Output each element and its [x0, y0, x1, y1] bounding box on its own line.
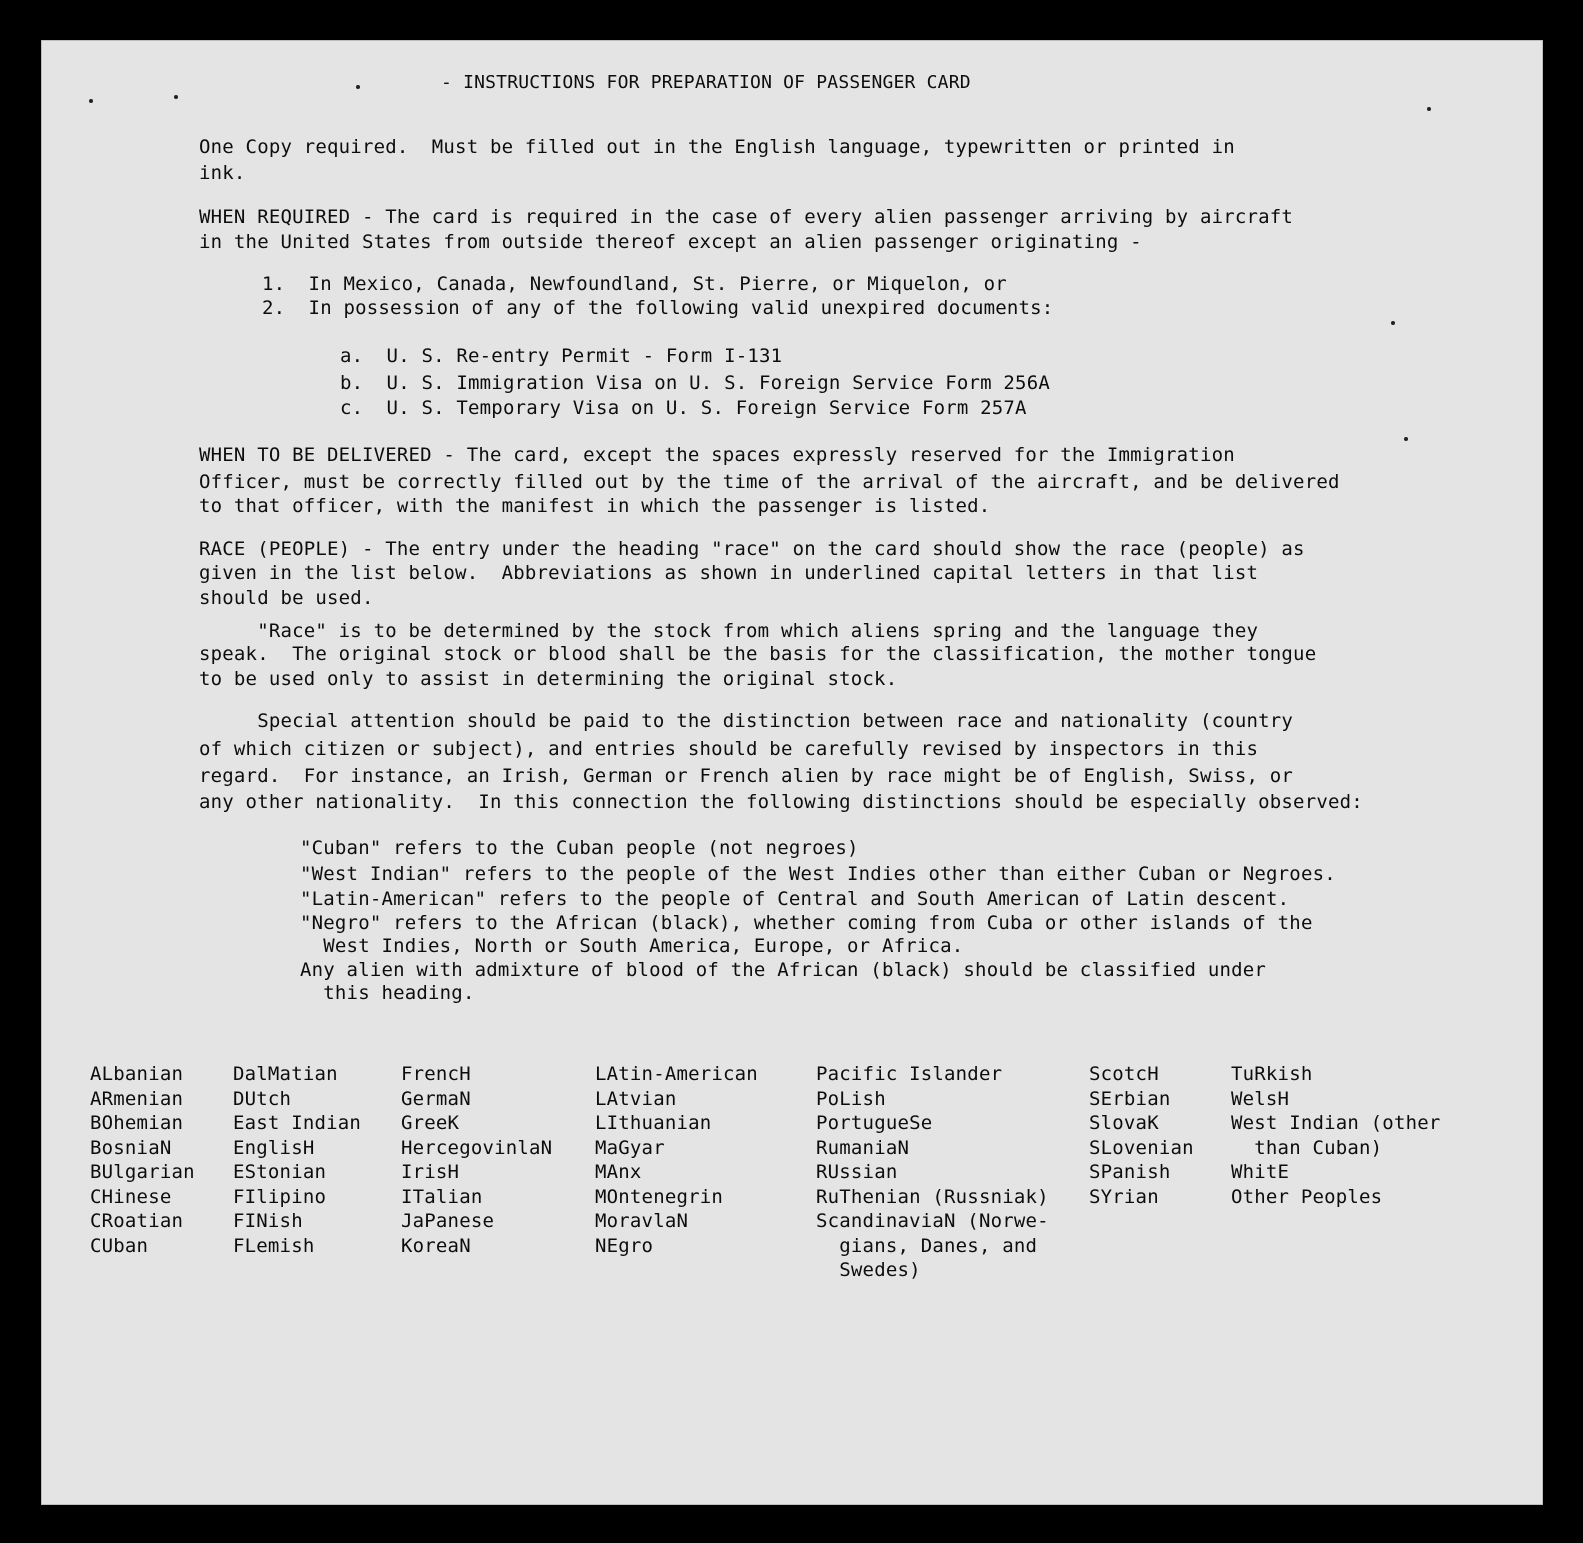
race-entry: BosniaN	[90, 1137, 172, 1159]
special-attention-line: Special attention should be paid to the distinction between race and nationality (country	[199, 710, 1294, 732]
race-entry: LIthuanian	[595, 1112, 712, 1134]
race-entry: Pacific Islander	[816, 1063, 1003, 1085]
race-entry: DUtch	[233, 1088, 292, 1110]
list-subitem: a. U. S. Re-entry Permit - Form I-131	[340, 345, 783, 367]
race-entry: MaGyar	[595, 1137, 665, 1159]
race-entry: GreeK	[401, 1112, 460, 1134]
when-delivered-line: WHEN TO BE DELIVERED - The card, except the spaces expressly reserved for the Immigration	[199, 444, 1235, 466]
document-page	[41, 40, 1543, 1505]
race-entry: EnglisH	[233, 1137, 315, 1159]
list-item: 2. In possession of any of the following valid unexpired documents:	[262, 297, 1054, 319]
race-entry: West Indian (other	[1231, 1112, 1441, 1134]
race-entry: JaPanese	[401, 1210, 495, 1232]
race-entry: SlovaK	[1089, 1112, 1159, 1134]
race-entry: FIlipino	[233, 1186, 327, 1208]
race-entry: MoravlaN	[595, 1210, 689, 1232]
distinction-line: "West Indian" refers to the people of the West Indies other than either Cuban or Negroes.	[300, 863, 1336, 885]
race-determined-line: to be used only to assist in determining the original stock.	[199, 668, 898, 690]
distinction-line: West Indies, North or South America, Europe, or Africa.	[300, 935, 964, 957]
race-entry: PoLish	[816, 1088, 886, 1110]
distinction-line: "Cuban" refers to the Cuban people (not negroes)	[300, 837, 859, 859]
race-entry: MAnx	[595, 1161, 642, 1183]
list-subitem: b. U. S. Immigration Visa on U. S. Foreign Service Form 256A	[340, 372, 1050, 394]
race-entry: LAtvian	[595, 1088, 677, 1110]
race-line: given in the list below. Abbreviations as shown in underlined capital letters in that list	[199, 562, 1259, 584]
special-attention-line: of which citizen or subject), and entries should be carefully revised by inspectors in this	[199, 738, 1259, 760]
race-entry: RUssian	[816, 1161, 898, 1183]
speck	[89, 99, 93, 103]
race-determined-line: speak. The original stock or blood shall be the basis for the classification, the mother tongue	[199, 643, 1317, 665]
race-entry: IrisH	[401, 1161, 460, 1183]
race-entry: LAtin-American	[595, 1063, 758, 1085]
race-entry: ScandinaviaN (Norwe-	[816, 1210, 1049, 1232]
document-title: - INSTRUCTIONS FOR PREPARATION OF PASSENGER CARD	[441, 72, 971, 93]
race-entry: RumaniaN	[816, 1137, 910, 1159]
when-required-line: WHEN REQUIRED - The card is required in the case of every alien passenger arriving by aircraft	[199, 206, 1294, 228]
speck	[356, 85, 360, 89]
distinction-line: "Negro" refers to the African (black), whether coming from Cuba or other islands of the	[300, 912, 1313, 934]
race-entry: BOhemian	[90, 1112, 184, 1134]
race-entry: FINish	[233, 1210, 303, 1232]
speck	[1427, 107, 1431, 111]
special-attention-line: regard. For instance, an Irish, German or French alien by race might be of English, Swiss, or	[199, 765, 1294, 787]
race-entry: SPanish	[1089, 1161, 1171, 1183]
distinction-line: "Latin-American" refers to the people of Central and South American of Latin descent.	[300, 888, 1290, 910]
race-entry: WelsH	[1231, 1088, 1290, 1110]
race-entry: TuRkish	[1231, 1063, 1313, 1085]
race-entry: ITalian	[401, 1186, 483, 1208]
list-item: 1. In Mexico, Canada, Newfoundland, St. Pierre, or Miquelon, or	[262, 273, 1007, 295]
race-entry: NEgro	[595, 1235, 654, 1257]
race-line: should be used.	[199, 587, 374, 609]
speck	[1391, 321, 1395, 325]
distinction-line: this heading.	[300, 982, 475, 1004]
race-entry: PortugueSe	[816, 1112, 933, 1134]
race-entry: CUban	[90, 1235, 149, 1257]
race-entry: ALbanian	[90, 1063, 184, 1085]
race-entry: SErbian	[1089, 1088, 1171, 1110]
when-delivered-line: to that officer, with the manifest in which the passenger is listed.	[199, 495, 991, 517]
speck	[174, 95, 178, 99]
race-entry: CHinese	[90, 1186, 172, 1208]
race-entry: SLovenian	[1089, 1137, 1194, 1159]
race-entry: SYrian	[1089, 1186, 1159, 1208]
speck	[1404, 437, 1408, 441]
race-entry: gians, Danes, and	[816, 1235, 1038, 1257]
race-entry: KoreaN	[401, 1235, 471, 1257]
when-required-line: in the United States from outside thereof except an alien passenger originating -	[199, 231, 1142, 253]
race-entry: CRoatian	[90, 1210, 184, 1232]
race-entry: RuThenian (Russniak)	[816, 1186, 1049, 1208]
race-entry: than Cuban)	[1231, 1137, 1383, 1159]
race-determined-line: "Race" is to be determined by the stock from which aliens spring and the language they	[199, 620, 1259, 642]
race-entry: ScotcH	[1089, 1063, 1159, 1085]
list-subitem: c. U. S. Temporary Visa on U. S. Foreign Service Form 257A	[340, 397, 1027, 419]
intro-line: One Copy required. Must be filled out in the English language, typewritten or printed in	[199, 136, 1235, 158]
race-entry: GermaN	[401, 1088, 471, 1110]
intro-line: ink.	[199, 162, 246, 184]
race-entry: EStonian	[233, 1161, 327, 1183]
race-entry: East Indian	[233, 1112, 362, 1134]
when-delivered-line: Officer, must be correctly filled out by the time of the arrival of the aircraft, and be delivered	[199, 471, 1340, 493]
race-entry: WhitE	[1231, 1161, 1290, 1183]
race-line: RACE (PEOPLE) - The entry under the heading "race" on the card should show the race (people) as	[199, 538, 1305, 560]
race-entry: FrencH	[401, 1063, 471, 1085]
race-entry: MOntenegrin	[595, 1186, 724, 1208]
race-entry: Other Peoples	[1231, 1186, 1383, 1208]
race-entry: ARmenian	[90, 1088, 184, 1110]
race-entry: FLemish	[233, 1235, 315, 1257]
race-entry: DalMatian	[233, 1063, 338, 1085]
race-entry: HercegovinlaN	[401, 1137, 553, 1159]
special-attention-line: any other nationality. In this connection the following distinctions should be especially observed:	[199, 791, 1363, 813]
race-entry: BUlgarian	[90, 1161, 195, 1183]
distinction-line: Any alien with admixture of blood of the African (black) should be classified under	[300, 959, 1267, 981]
race-entry: Swedes)	[816, 1259, 921, 1281]
